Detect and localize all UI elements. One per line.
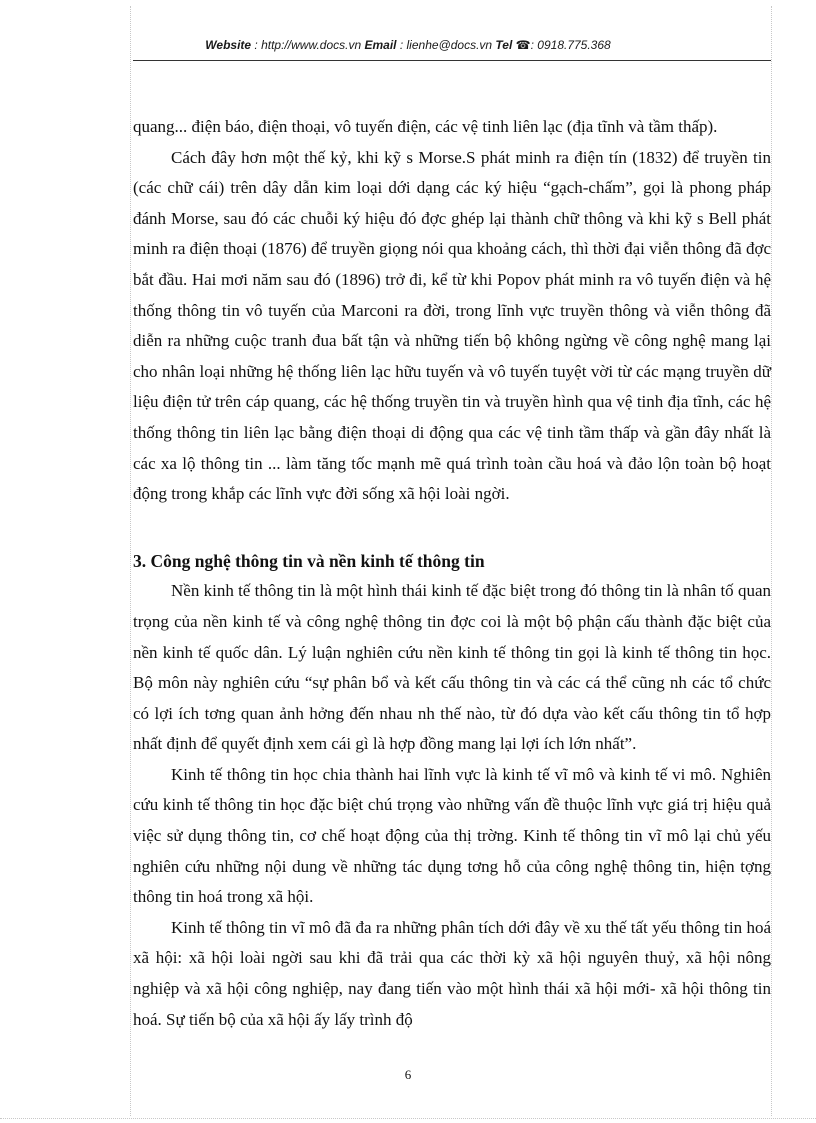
email-value: : lienhe@docs.vn <box>399 38 493 52</box>
section-heading: 3. Công nghệ thông tin và nền kinh tế thông tin <box>133 550 485 571</box>
page-bottom-divider <box>0 1118 816 1119</box>
website-label: Website <box>205 38 252 52</box>
email-label: Email <box>364 38 397 52</box>
tel-label: Tel <box>495 38 513 52</box>
paragraph-info-economics: Kinh tế thông tin học chia thành hai lĩnh vực là kinh tế vĩ mô và kinh tế vi mô. Nghiên cứu kinh tế thông tin học đặc biệt chú trọng vào những vấn đề thuộc lĩnh vực giá trị hiệu quả việc sử dụng thông tin, cơ chế hoạt động của thị trờng. Kinh tế thông tin vĩ mô lại chủ yếu nghiên cứu những nội dung về những tác dụng tơng hỗ của công nghệ thông tin, hiện tợng thông tin hoá trong xã hội. <box>133 764 771 907</box>
document-body <box>133 112 771 1035</box>
tel-value: : 0918.775.368 <box>530 38 611 52</box>
paragraph-macro-economics: Kinh tế thông tin vĩ mô đã đa ra những phân tích dới đây về xu thế tất yếu thông tin hoá xã hội: xã hội loài ngời sau khi đã trải qua các thời kỳ xã hội nguyên thuỷ, xã hội nông nghiệp và xã hội công nghiệp, nay đang tiến vào một hình thái xã hội mới- xã hội thông tin hoá. Sự tiến bộ của xã hội ấy lấy trình độ <box>133 917 771 1029</box>
phone-icon: ☎ <box>515 38 531 52</box>
page-header <box>0 38 816 52</box>
paragraph-info-economy: Nền kinh tế thông tin là một hình thái kinh tế đặc biệt trong đó thông tin là nhân tố quan trọng của nền kinh tế và công nghệ thông tin đợc coi là một bộ phận cấu thành đặc biệt của nền kinh tế quốc dân. Lý luận nghiên cứu nền kinh tế thông tin gọi là kinh tế thông tin học. Bộ môn này nghiên cứu “sự phân bổ và kết cấu thông tin và các cá thể cũng nh các tổ chức có lợi ích tơng quan ảnh hởng đến nhau nh thế nào, từ đó dựa vào kết cấu thông tin tổ hợp nhất định để quyết định xem cái gì là hợp đồng mang lại lợi ích lớn nhất”. <box>133 581 771 754</box>
paragraph-telecom-history: Cách đây hơn một thế kỷ, khi kỹ s Morse.S phát minh ra điện tín (1832) để truyền tin (các chữ cái) trên dây dẫn kim loại dới dạng các ký hiệu “gạch-chấm”, gọi là phong pháp đánh Morse, sau đó các chuỗi ký hiệu đó đợc ghép lại thành chữ thông và khi kỹ s Bell phát minh ra điện thoại (1876) để truyền giọng nói qua khoảng cách, thì thời đại viễn thông đã đợc bắt đầu. Hai mơi năm sau đó (1896) trở đi, kể từ khi Popov phát minh ra vô tuyến điện và hệ thống thông tin vô tuyến của Marconi ra đời, trong lĩnh vực truyền thông và viễn thông đã diễn ra những cuộc tranh đua bất tận và những tiến bộ không ngừng về công nghệ mang lại cho nhân loại những hệ thống liên lạc hữu tuyến và vô tuyến tuyệt vời từ các mạng truyền dữ liệu điện tử trên cáp quang, các hệ thống truyền tin và truyền hình qua vệ tinh địa tĩnh, các hệ thống thông tin liên lạc bằng điện thoại di động qua các vệ tinh tầm thấp và gần đây nhất là các xa lộ thông tin ... làm tăng tốc mạnh mẽ quá trình toàn cầu hoá và đảo lộn toàn bộ hoạt động trong khắp các lĩnh vực đời sống xã hội loài ngời. <box>133 147 771 504</box>
page-number: 6 <box>404 1067 412 1082</box>
paragraph-continuation: quang... điện báo, điện thoại, vô tuyến điện, các vệ tinh liên lạc (địa tĩnh và tầm thấp). <box>133 117 718 136</box>
website-value: : http://www.docs.vn <box>254 38 362 52</box>
header-divider <box>133 60 771 61</box>
